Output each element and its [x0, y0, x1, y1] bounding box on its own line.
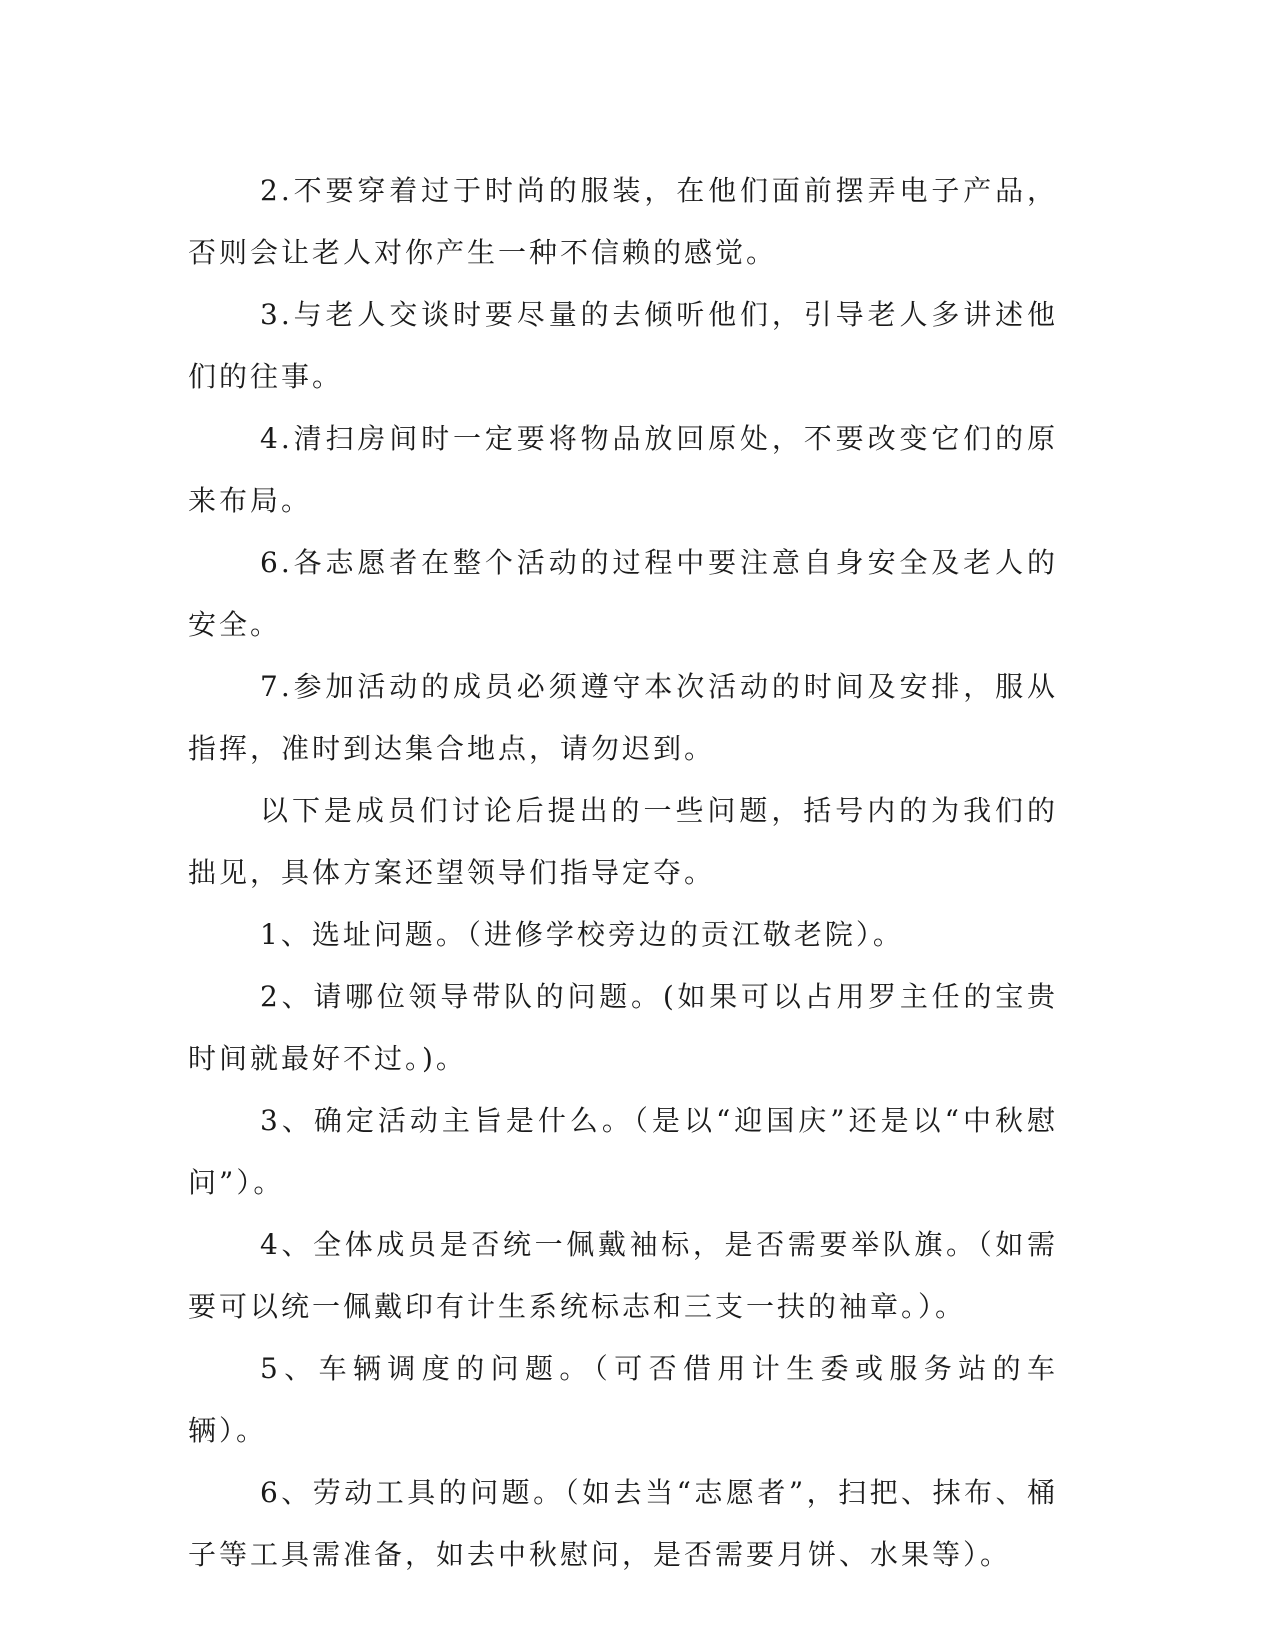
question-item-6: 6、劳动工具的问题。（如去当“志愿者”，扫把、抹布、桶子等工具需准备，如去中秋慰问，是否需要月饼、水果等）。	[188, 1476, 1058, 1571]
paragraph-item-7: 7.参加活动的成员必须遵守本次活动的时间及安排，服从指挥，准时到达集合地点，请勿迟到。	[188, 670, 1058, 765]
document-body	[188, 160, 1058, 1586]
paragraph-item-3: 3.与老人交谈时要尽量的去倾听他们，引导老人多讲述他们的往事。	[188, 298, 1058, 393]
paragraph-intro-questions: 以下是成员们讨论后提出的一些问题，括号内的为我们的拙见，具体方案还望领导们指导定夺。	[188, 794, 1058, 889]
question-item-5: 5、车辆调度的问题。（可否借用计生委或服务站的车辆）。	[188, 1352, 1058, 1447]
question-item-2: 2、请哪位领导带队的问题。(如果可以占用罗主任的宝贵时间就最好不过。)。	[188, 980, 1058, 1075]
question-item-4: 4、全体成员是否统一佩戴袖标，是否需要举队旗。（如需要可以统一佩戴印有计生系统标志和三支一扶的袖章。）。	[188, 1228, 1058, 1323]
question-item-1: 1、选址问题。（进修学校旁边的贡江敬老院）。	[260, 918, 904, 951]
question-item-3: 3、确定活动主旨是什么。（是以“迎国庆”还是以“中秋慰问”）。	[188, 1104, 1058, 1199]
paragraph-item-6: 6.各志愿者在整个活动的过程中要注意自身安全及老人的安全。	[188, 546, 1058, 641]
paragraph-item-2: 2.不要穿着过于时尚的服装，在他们面前摆弄电子产品，否则会让老人对你产生一种不信赖的感觉。	[188, 174, 1058, 269]
paragraph-item-4: 4.清扫房间时一定要将物品放回原处，不要改变它们的原来布局。	[188, 422, 1058, 517]
